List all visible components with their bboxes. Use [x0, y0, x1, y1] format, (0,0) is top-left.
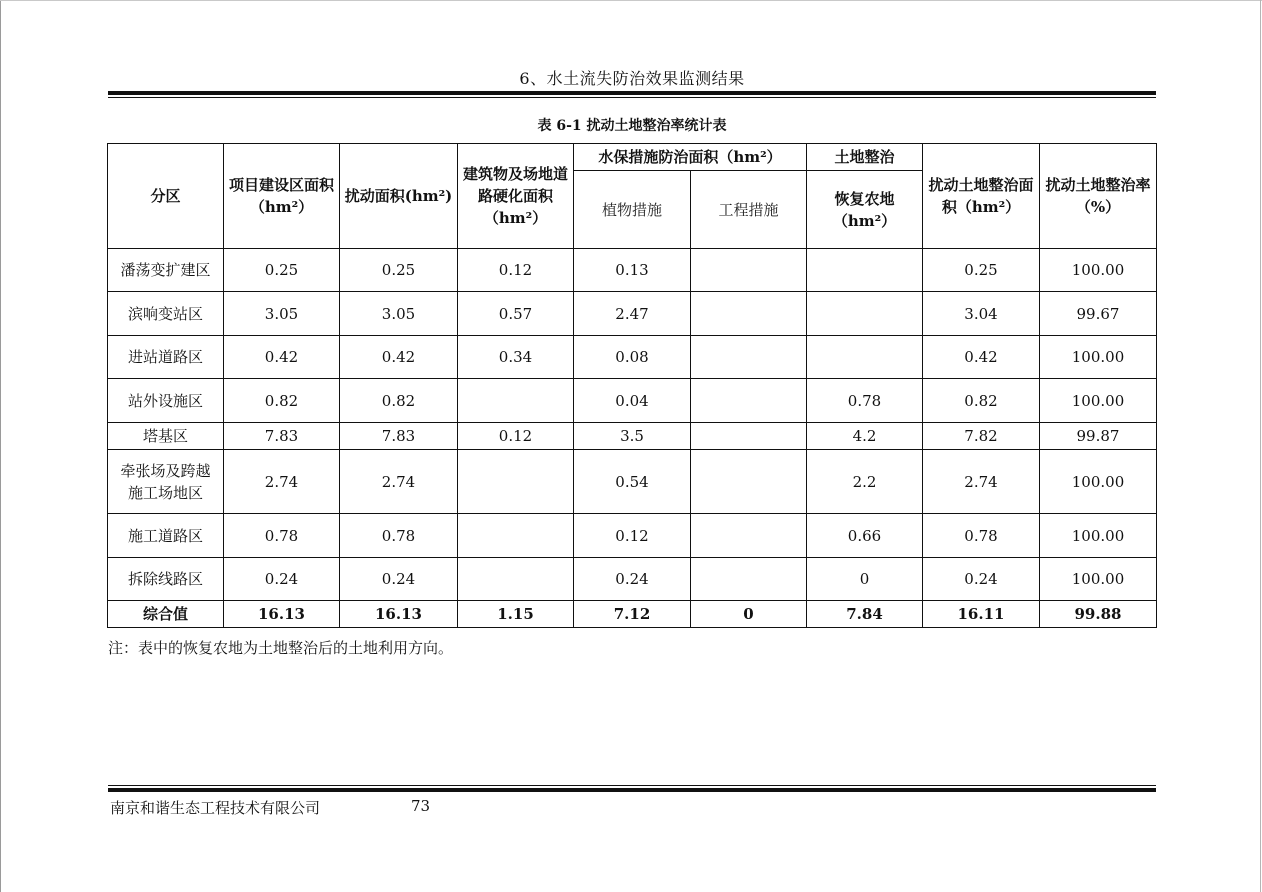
cell-rate: 100.00 [1040, 249, 1157, 292]
cell-zone: 拆除线路区 [108, 558, 224, 601]
cell-zone: 牵张场及跨越施工场地区 [108, 450, 224, 514]
footer-page-number: 73 [411, 797, 431, 815]
cell-project-area: 3.05 [224, 292, 340, 336]
page-border-top [0, 0, 1262, 1]
cell-disturbed-area: 7.83 [340, 423, 458, 450]
total-rate: 99.88 [1040, 601, 1157, 628]
cell-rate: 100.00 [1040, 379, 1157, 423]
header-treatment-rate: 扰动土地整治率（%） [1040, 144, 1157, 249]
cell-engineering [691, 514, 807, 558]
table-row [108, 423, 1157, 450]
page-border-left [0, 0, 1, 892]
page-border-right [1260, 0, 1261, 892]
total-treated: 16.11 [923, 601, 1040, 628]
cell-engineering [691, 450, 807, 514]
header-zone: 分区 [108, 144, 224, 249]
cell-rate: 99.87 [1040, 423, 1157, 450]
cell-treated: 0.24 [923, 558, 1040, 601]
cell-treated: 2.74 [923, 450, 1040, 514]
cell-engineering [691, 558, 807, 601]
cell-disturbed-area: 0.24 [340, 558, 458, 601]
cell-farmland: 2.2 [807, 450, 923, 514]
cell-plant: 3.5 [574, 423, 691, 450]
total-zone: 综合值 [108, 601, 224, 628]
cell-building-road: 0.34 [458, 336, 574, 379]
table-total-row [108, 601, 1157, 628]
header-land-group: 土地整治 [807, 144, 923, 171]
cell-plant: 0.08 [574, 336, 691, 379]
table-row [108, 450, 1157, 514]
cell-disturbed-area: 0.82 [340, 379, 458, 423]
cell-building-road: 0.12 [458, 249, 574, 292]
cell-building-road: 0.12 [458, 423, 574, 450]
table-header-row-1 [108, 144, 1157, 171]
cell-disturbed-area: 0.25 [340, 249, 458, 292]
land-treatment-table [107, 143, 1157, 628]
footer-rule-thin [108, 785, 1156, 786]
cell-disturbed-area: 0.42 [340, 336, 458, 379]
table-caption: 表 6-1 扰动土地整治率统计表 [537, 118, 727, 134]
cell-disturbed-area: 2.74 [340, 450, 458, 514]
cell-plant: 0.24 [574, 558, 691, 601]
cell-treated: 3.04 [923, 292, 1040, 336]
cell-engineering [691, 336, 807, 379]
cell-engineering [691, 292, 807, 336]
cell-plant: 0.12 [574, 514, 691, 558]
cell-farmland: 0.78 [807, 379, 923, 423]
cell-farmland: 0 [807, 558, 923, 601]
table-row [108, 292, 1157, 336]
total-farmland: 7.84 [807, 601, 923, 628]
cell-rate: 100.00 [1040, 336, 1157, 379]
cell-farmland [807, 249, 923, 292]
table-row [108, 249, 1157, 292]
cell-zone: 塔基区 [108, 423, 224, 450]
cell-rate: 100.00 [1040, 450, 1157, 514]
header-rule-thin [108, 97, 1156, 98]
cell-project-area: 0.42 [224, 336, 340, 379]
cell-rate: 100.00 [1040, 558, 1157, 601]
cell-farmland: 4.2 [807, 423, 923, 450]
header-disturbed-area: 扰动面积(hm²) [340, 144, 458, 249]
header-soil-measure-group: 水保措施防治面积（hm²） [574, 144, 807, 171]
cell-building-road [458, 558, 574, 601]
table-row [108, 379, 1157, 423]
cell-zone: 站外设施区 [108, 379, 224, 423]
cell-engineering [691, 249, 807, 292]
cell-treated: 0.82 [923, 379, 1040, 423]
cell-zone: 滨响变站区 [108, 292, 224, 336]
cell-treated: 0.25 [923, 249, 1040, 292]
cell-project-area: 2.74 [224, 450, 340, 514]
footer-company: 南京和谐生态工程技术有限公司 [110, 799, 321, 817]
cell-engineering [691, 423, 807, 450]
cell-plant: 0.04 [574, 379, 691, 423]
cell-zone: 进站道路区 [108, 336, 224, 379]
cell-project-area: 0.78 [224, 514, 340, 558]
table-note: 注：表中的恢复农地为土地整治后的土地利用方向。 [108, 639, 454, 657]
cell-rate: 100.00 [1040, 514, 1157, 558]
cell-farmland [807, 336, 923, 379]
cell-project-area: 0.24 [224, 558, 340, 601]
cell-building-road [458, 514, 574, 558]
cell-disturbed-area: 0.78 [340, 514, 458, 558]
table-row [108, 336, 1157, 379]
header-rule-thick [108, 91, 1156, 95]
header-treated-area: 扰动土地整治面积（hm²） [923, 144, 1040, 249]
cell-plant: 0.54 [574, 450, 691, 514]
header-plant-measure: 植物措施 [574, 171, 691, 249]
cell-zone: 潘荡变扩建区 [108, 249, 224, 292]
total-disturbed-area: 16.13 [340, 601, 458, 628]
total-project-area: 16.13 [224, 601, 340, 628]
header-engineering-measure: 工程措施 [691, 171, 807, 249]
cell-disturbed-area: 3.05 [340, 292, 458, 336]
cell-plant: 2.47 [574, 292, 691, 336]
total-engineering: 0 [691, 601, 807, 628]
footer-rule-thick [108, 788, 1156, 792]
cell-farmland: 0.66 [807, 514, 923, 558]
total-building-road: 1.15 [458, 601, 574, 628]
cell-treated: 0.78 [923, 514, 1040, 558]
cell-building-road [458, 379, 574, 423]
cell-engineering [691, 379, 807, 423]
cell-building-road: 0.57 [458, 292, 574, 336]
cell-rate: 99.67 [1040, 292, 1157, 336]
header-building-road: 建筑物及场地道路硬化面积（hm²） [458, 144, 574, 249]
cell-project-area: 0.82 [224, 379, 340, 423]
table-row [108, 558, 1157, 601]
cell-farmland [807, 292, 923, 336]
cell-project-area: 0.25 [224, 249, 340, 292]
header-project-area: 项目建设区面积（hm²） [224, 144, 340, 249]
cell-plant: 0.13 [574, 249, 691, 292]
cell-treated: 7.82 [923, 423, 1040, 450]
cell-treated: 0.42 [923, 336, 1040, 379]
cell-project-area: 7.83 [224, 423, 340, 450]
cell-zone: 施工道路区 [108, 514, 224, 558]
table-row [108, 514, 1157, 558]
cell-building-road [458, 450, 574, 514]
header-farmland-restore: 恢复农地（hm²） [807, 171, 923, 249]
section-header-title: 6、水土流失防治效果监测结果 [519, 69, 745, 88]
total-plant: 7.12 [574, 601, 691, 628]
